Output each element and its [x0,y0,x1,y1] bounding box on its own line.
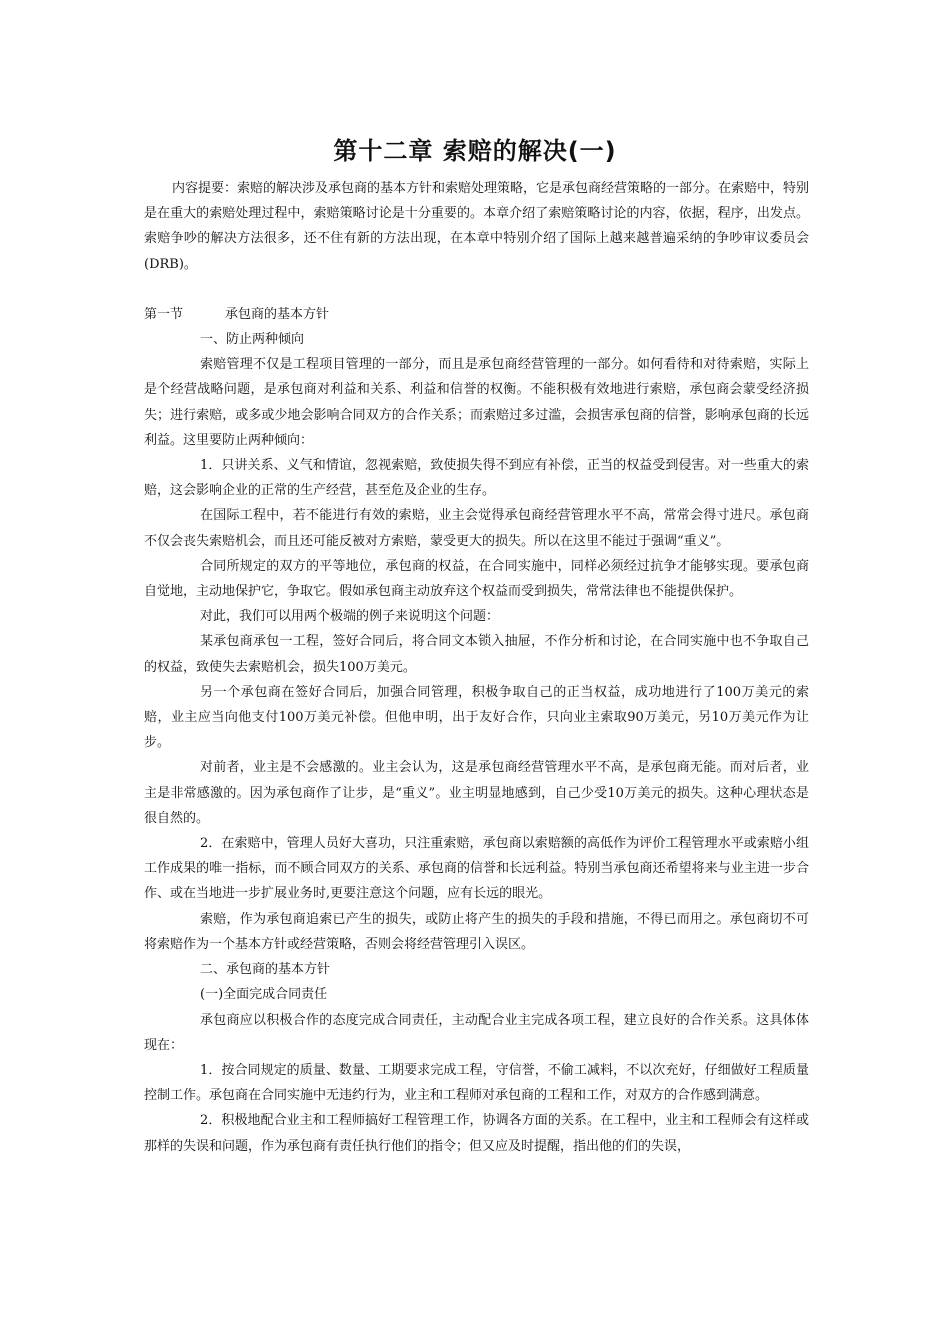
body-paragraph: 合同所规定的双方的平等地位，承包商的权益，在合同实施中，同样必须经过抗争才能够实现。要承包商自觉地，主动地保护它，争取它。假如承包商主动放弃这个权益而受到损失，常常法律也不能提供保护。 [144,558,809,600]
chapter-title: 第十二章 索赔的解决(一) [333,137,617,165]
subheading: 二、承包商的基本方针 [200,962,331,978]
section-number: 第一节 [144,306,184,322]
body-paragraph: 索赔管理不仅是工程项目管理的一部分，而且是承包商经营管理的一部分。如何看待和对待索赔，实际上是个经营战略问题，是承包商对利益和关系、利益和信誉的权衡。不能积极有效地进行索赔，承包商会蒙受经济损失；进行索赔，或多或少地会影响合同双方的合作关系；而索赔过多过滥，会损害承包商的信誉，影响承包商的长远利益。这里要防止两种倾向： [144,357,809,448]
subheading: (一)全面完成合同责任 [200,987,328,1003]
document-body [144,176,809,1159]
body-paragraph: 承包商应以积极合作的态度完成合同责任，主动配合业主完成各项工程，建立良好的合作关系。这具体体现在： [144,1012,809,1053]
summary-paragraph: 内容提要：索赔的解决涉及承包商的基本方针和索赔处理策略，它是承包商经营策略的一部分。在索赔中，特别是在重大的索赔处理过程中，索赔策略讨论是十分重要的。本章介绍了索赔策略讨论的内容，依据，程序，出发点。索赔争吵的解决方法很多，还不住有新的方法出现，在本章中特别介绍了国际上越来越普遍采纳的争吵审议委员会(DRB)。 [144,181,810,272]
body-paragraph: 对此，我们可以用两个极端的例子来说明这个问题： [200,609,500,625]
body-paragraph: 某承包商承包一工程，签好合同后，将合同文本锁入抽屉，不作分析和讨论，在合同实施中也不争取自己的权益，致使失去索赔机会，损失100万美元。 [144,634,809,675]
body-paragraph: 索赔，作为承包商追索已产生的损失，或防止将产生的损失的手段和措施，不得已而用之。承包商切不可将索赔作为一个基本方针或经营策略，否则会将经营管理引入误区。 [144,911,809,952]
body-paragraph: 1．按合同规定的质量、数量、工期要求完成工程，守信誉，不偷工减料，不以次充好，仔细做好工程质量控制工作。承包商在合同实施中无违约行为，业主和工程师对承包商的工程和工作，对双方的合作感到满意。 [144,1062,809,1104]
body-paragraph: 2．在索赔中，管理人员好大喜功，只注重索赔，承包商以索赔额的高低作为评价工程管理水平或索赔小组工作成果的唯一指标，而不顾合同双方的关系、承包商的信誉和长远利益。特别当承包商还希望将来与业主进一步合作、或在当地进一步扩展业务时,更要注意这个问题，应有长远的眼光。 [144,836,809,902]
body-paragraph: 2．积极地配合业主和工程师搞好工程管理工作，协调各方面的关系。在工程中，业主和工程师会有这样或那样的失误和问题，作为承包商有责任执行他们的指令；但又应及时提醒，指出他的们的失误， [144,1113,809,1154]
section-name: 承包商的基本方针 [225,306,330,322]
subheading: 一、防止两种倾向 [200,332,305,348]
body-paragraph: 在国际工程中，若不能进行有效的索赔，业主会觉得承包商经营管理水平不高，常常会得寸进尺。承包商不仅会丧失索赔机会，而且还可能反被对方索赔，蒙受更大的损失。所以在这里不能过于强调“重义”。 [144,508,809,549]
body-paragraph: 1．只讲关系、义气和情谊，忽视索赔，致使损失得不到应有补偿，正当的权益受到侵害。对一些重大的索赔，这会影响企业的正常的生产经营，甚至危及企业的生存。 [144,458,809,499]
section-heading [144,302,809,327]
body-paragraph: 另一个承包商在签好合同后，加强合同管理，积极争取自己的正当权益，成功地进行了100万美元的索赔，业主应当向他支付100万美元补偿。但他申明，出于友好合作，只向业主索取90万美元，另10万美元作为让步。 [144,684,809,751]
body-paragraph: 对前者，业主是不会感激的。业主会认为，这是承包商经营管理水平不高，是承包商无能。而对后者，业主是非常感激的。因为承包商作了让步，是“重义”。业主明显地感到，自己少受10万美元的损失。这种心理状态是很自然的。 [144,760,809,826]
